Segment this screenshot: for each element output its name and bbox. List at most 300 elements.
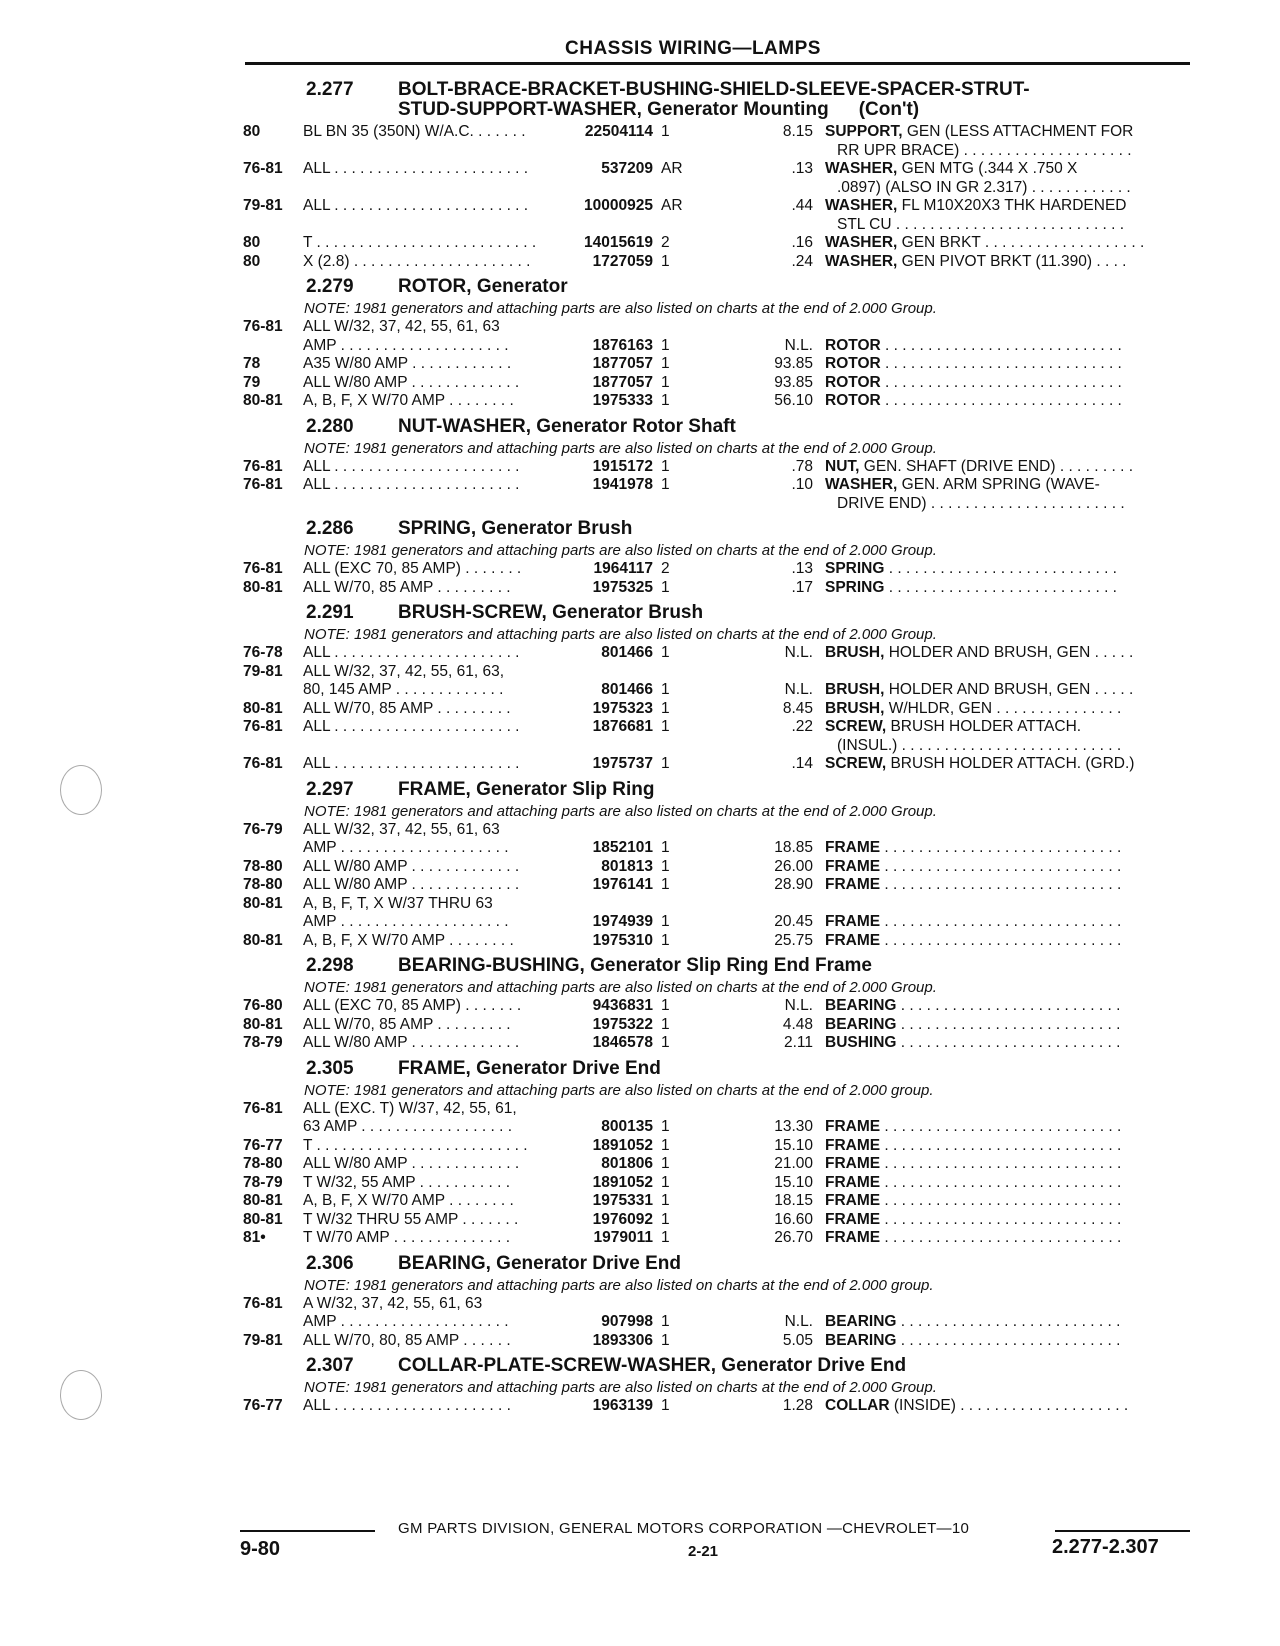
section-name-line: ROTOR, Generator [398,276,568,297]
price-cell: 28.90 [774,876,813,893]
part-description: . . . . . . . . . . . . . . . . . . . . . . . . . . [900,1015,1121,1033]
description-line [825,458,1193,477]
part-description: . . . . . . . . . . . . . . . . . . . . . . . . . . . . [884,1136,1122,1154]
year-cell: 79-81 [243,197,283,214]
section-name [398,1254,1193,1274]
part-description: . . . . . . . . . . . . . . . . . . . . . . . . . . . . [884,1229,1122,1246]
page-header: CHASSIS WIRING—LAMPS [565,38,821,59]
part-description: . . . . . . . . . . . . . . . . . . . . . . . . . . . . [884,1118,1122,1135]
description-line [825,355,1193,374]
section-number: 2.297 [306,778,354,800]
part-name: BEARING [825,1313,897,1330]
model-cell: ALL . . . . . . . . . . . . . . . . . . . . . . [303,644,520,661]
year-cell: 76-81 [243,718,283,735]
part-description: . . . . . . . . . . . . . . . . . . . . . . . . . . . . [884,1155,1122,1172]
year-cell: 76-77 [243,1397,283,1414]
quantity-cell: 1 [661,1331,670,1349]
price-cell: .44 [791,197,813,214]
part-name: WASHER, [825,252,898,270]
part-description: . . . . . . . . . . . . . . . . . . . . . . . . . . . . [884,876,1122,893]
year-cell: 80 [243,123,261,140]
footer-publisher: GM PARTS DIVISION, GENERAL MOTORS CORPORATION —CHEVROLET—10 [398,1520,970,1537]
year-cell: 78-79 [243,1173,283,1191]
description-line [825,644,1193,663]
price-cell: 2.11 [783,1034,813,1051]
table-row [243,1137,1193,1156]
quantity-cell: AR [661,160,683,177]
quantity-cell: 1 [661,1118,670,1135]
table-row [243,895,1193,914]
part-description: . . . . . . . . . . . . . . . . . . . . . . . . . . . . [884,857,1122,875]
model-cell: AMP . . . . . . . . . . . . . . . . . . . . [303,1313,509,1330]
part-name: FRAME [825,1192,881,1209]
part-name: FRAME [825,1173,881,1191]
description-cell [825,374,1193,393]
part-description: GEN BRKT . . . . . . . . . . . . . . . . . . . [901,234,1145,251]
description-cell [825,700,1193,719]
section-note: NOTE: 1981 generators and attaching parts are also listed on charts at the end of 2.000 Group. [304,542,937,559]
part-description-continued: RR UPR BRACE) . . . . . . . . . . . . . . . . . . . . [837,141,1132,159]
model-cell: ALL W/80 AMP . . . . . . . . . . . . . [303,373,520,391]
section [243,1356,1193,1416]
part-number-cell: 1975331 [592,1192,653,1209]
model-cell: T W/70 AMP . . . . . . . . . . . . . . [303,1229,511,1246]
part-description-continued: STL CU . . . . . . . . . . . . . . . . . . . . . . . . . . . [837,215,1125,233]
price-cell: 93.85 [774,355,813,372]
part-description: . . . . . . . . . . . . . . . . . . . . . . . . . . . . [884,1173,1122,1191]
price-cell: 16.60 [774,1210,813,1228]
model-cell: ALL W/32, 37, 42, 55, 61, 63 [303,820,500,838]
part-name: FRAME [825,1136,881,1154]
quantity-cell: 2 [661,560,670,577]
quantity-cell: 1 [661,336,670,354]
description-cell [825,253,1193,272]
price-cell: 56.10 [774,392,813,409]
price-cell: 1.28 [782,1397,813,1414]
quantity-cell: 1 [661,997,670,1014]
year-cell: 76-81 [243,457,283,475]
description-line [825,337,1193,356]
header-rule [245,62,1190,65]
price-cell: .24 [791,252,813,270]
part-number-cell: 1941978 [592,476,653,493]
part-number-cell: 22504114 [584,123,653,140]
part-number-cell: 1975325 [592,578,653,596]
year-cell: 76-79 [243,820,283,838]
description-line [825,1397,1193,1416]
description-cell [825,1192,1193,1211]
year-cell: 81• [243,1229,266,1246]
quantity-cell: 1 [661,681,670,698]
section-note: NOTE: 1981 generators and attaching parts are also listed on charts at the end of 2.000 Group. [304,626,937,643]
quantity-cell: 1 [661,1313,670,1330]
model-cell: 63 AMP . . . . . . . . . . . . . . . . . . [303,1118,513,1135]
quantity-cell: 1 [661,699,670,717]
table-row [243,1397,1193,1416]
table-row [243,1155,1193,1174]
table-row [243,644,1193,663]
description-line [825,681,1193,700]
price-cell: 8.45 [782,699,813,717]
section [243,603,1193,774]
table-row [243,718,1193,755]
table-row [243,1313,1193,1332]
table-row [243,318,1193,337]
description-line [825,160,1193,179]
part-number-cell: 1876163 [592,336,653,354]
price-cell: 26.00 [774,857,813,875]
part-description: HOLDER AND BRUSH, GEN . . . . . [888,681,1134,698]
description-cell [825,755,1193,774]
model-cell: X (2.8) . . . . . . . . . . . . . . . . . . . . . [303,252,531,270]
section-number: 2.305 [306,1057,354,1079]
part-number-cell: 1893306 [592,1331,653,1349]
quantity-cell: 1 [661,857,670,875]
footer-date: 9-80 [240,1538,281,1560]
part-description: . . . . . . . . . . . . . . . . . . . . . . . . . . . . [884,931,1122,949]
quantity-cell: 1 [661,1397,670,1414]
section-name-line: NUT-WASHER, Generator Rotor Shaft [398,415,736,437]
table-row [243,1295,1193,1314]
price-cell: .16 [791,234,813,251]
section-name-line: COLLAR-PLATE-SCREW-WASHER, Generator Drive End [398,1355,907,1376]
description-cell [825,1118,1193,1137]
price-cell: .22 [791,718,813,735]
table-row [243,1332,1193,1351]
year-cell: 80-81 [243,931,283,949]
table-row [243,663,1193,682]
part-number-cell: 1975323 [592,699,653,717]
footer-rule-left [240,1530,375,1532]
section-title [243,417,1193,437]
section-title [243,277,1193,297]
quantity-cell: 1 [661,1136,670,1154]
part-name: FRAME [825,931,881,949]
description-line [825,1155,1193,1174]
table-row [243,1034,1193,1053]
part-description: . . . . . . . . . . . . . . . . . . . . . . . . . . . [888,560,1117,577]
section-name-line: FRAME, Generator Drive End [398,1057,661,1079]
model-cell: ALL (EXC 70, 85 AMP) . . . . . . . [303,560,522,577]
year-cell: 80 [243,252,261,270]
section-number: 2.307 [306,1355,354,1376]
description-cell [825,197,1193,234]
quantity-cell: 1 [661,1192,670,1209]
section [243,277,1193,411]
price-cell: N.L. [784,1313,813,1330]
year-cell: 80-81 [243,894,283,912]
table-row [243,579,1193,598]
description-cell [825,160,1193,197]
description-cell [825,1332,1193,1351]
description-cell [825,476,1193,513]
section [243,80,1193,271]
part-description-continued: (INSUL.) . . . . . . . . . . . . . . . . . . . . . . . . . . [837,736,1122,754]
year-cell: 76-80 [243,997,283,1014]
quantity-cell: 1 [661,913,670,930]
table-row [243,997,1193,1016]
quantity-cell: 1 [661,123,670,140]
price-cell: 21.00 [774,1155,813,1172]
year-cell: 78 [243,355,261,372]
model-cell: A, B, F, T, X W/37 THRU 63 [303,894,493,912]
model-cell: ALL W/70, 80, 85 AMP . . . . . . [303,1331,511,1349]
part-number-cell: 1915172 [592,457,653,475]
section-number: 2.298 [306,955,354,976]
model-cell: ALL . . . . . . . . . . . . . . . . . . . . . . . [303,160,529,177]
model-cell: ALL W/80 AMP . . . . . . . . . . . . . [303,1155,520,1172]
quantity-cell: 1 [661,1210,670,1228]
model-cell: A, B, F, X W/70 AMP . . . . . . . . [303,1192,514,1209]
section-note: NOTE: 1981 generators and attaching parts are also listed on charts at the end of 2.000 Group. [304,300,937,317]
section-note: NOTE: 1981 generators and attaching parts are also listed on charts at the end of 2.000 Group. [304,1379,937,1396]
part-number-cell: 1975333 [592,392,653,409]
section-note: NOTE: 1981 generators and attaching parts are also listed on charts at the end of 2.000 group. [304,1276,934,1294]
model-cell: BL BN 35 (350N) W/A.C. . . . . . . [303,123,526,140]
price-cell: .14 [791,755,813,772]
table-row [243,160,1193,197]
section [243,417,1193,514]
description-line [825,718,1193,737]
quantity-cell: 1 [661,392,670,409]
section-number: 2.280 [306,415,354,437]
section-name-line: BEARING-BUSHING, Generator Slip Ring End Frame [398,955,872,976]
section-name-line [398,100,1193,120]
year-cell: 76-78 [243,644,283,661]
section-number: 2.291 [306,602,354,623]
description-cell [825,355,1193,374]
section [243,1254,1193,1351]
description-cell [825,1313,1193,1332]
section-name-text: STUD-SUPPORT-WASHER, Generator Mounting [398,99,829,120]
description-line [825,1313,1193,1332]
section-name-line: FRAME, Generator Slip Ring [398,778,655,800]
part-name: SUPPORT, [825,123,903,140]
year-cell: 78-80 [243,857,283,875]
part-number-cell: 1852101 [592,839,653,856]
description-cell [825,876,1193,895]
quantity-cell: 1 [661,1173,670,1191]
description-cell [825,1229,1193,1248]
description-line [825,1192,1193,1211]
year-cell: 80-81 [243,699,283,717]
part-description-continued: DRIVE END) . . . . . . . . . . . . . . . . . . . . . . . [837,494,1125,512]
year-cell: 78-80 [243,876,283,893]
description-cell [825,1137,1193,1156]
year-cell: 76-81 [243,1294,283,1312]
part-description: . . . . . . . . . . . . . . . . . . . . . . . . . . [900,1313,1121,1330]
section-title [243,956,1193,976]
section-title [243,519,1193,539]
description-line [825,858,1193,877]
part-description: FL M10X20X3 THK HARDENED [901,197,1127,214]
price-cell: .17 [791,578,813,596]
part-number-cell: 10000925 [584,197,653,214]
year-cell: 79-81 [243,662,283,680]
section-note: NOTE: 1981 generators and attaching parts are also listed on charts at the end of 2.000 Group. [304,802,937,820]
price-cell: N.L. [784,644,813,661]
year-cell: 76-77 [243,1136,283,1154]
part-number-cell: 1727059 [592,252,653,270]
part-number-cell: 1963139 [592,1397,653,1414]
part-description: . . . . . . . . . . . . . . . . . . . . . . . . . . [900,1034,1121,1051]
price-cell: .10 [791,476,813,493]
section-note: NOTE: 1981 generators and attaching parts are also listed on charts at the end of 2.000 group. [304,1081,934,1099]
model-cell: ALL W/80 AMP . . . . . . . . . . . . . [303,857,520,875]
part-description: . . . . . . . . . . . . . . . . . . . . . . . . . . . . [885,373,1122,391]
year-cell: 79-81 [243,1331,283,1349]
price-cell: 5.05 [782,1331,813,1349]
description-line [825,839,1193,858]
price-cell: 25.75 [774,931,813,949]
model-cell: T W/32 THRU 55 AMP . . . . . . . [303,1210,519,1228]
model-cell: ALL W/80 AMP . . . . . . . . . . . . . [303,1034,520,1051]
year-cell: 80 [243,234,261,251]
part-name: SCREW, [825,718,887,735]
part-name: BRUSH, [825,681,885,698]
table-row [243,355,1193,374]
description-line [825,1034,1193,1053]
table-row [243,392,1193,411]
price-cell: 18.15 [774,1192,813,1209]
part-name: BEARING [825,997,897,1014]
section-name [398,780,1193,800]
table-row [243,932,1193,951]
description-line [825,1229,1193,1248]
price-cell: 18.85 [774,839,813,856]
year-cell: 80-81 [243,1015,283,1033]
part-number-cell: 1975310 [592,931,653,949]
year-cell: 78-79 [243,1034,283,1051]
part-name: BEARING [825,1331,897,1349]
table-row [243,876,1193,895]
quantity-cell: 1 [661,1155,670,1172]
model-cell: A35 W/80 AMP . . . . . . . . . . . . [303,355,512,372]
table-row [243,1174,1193,1193]
part-description: . . . . . . . . . . . . . . . . . . . . . . . . . . . . [884,913,1122,930]
price-cell: N.L. [784,997,813,1014]
section-number: 2.277 [306,79,354,100]
table-row [243,913,1193,932]
section [243,780,1193,951]
table-row [243,234,1193,253]
description-line [825,123,1193,142]
model-cell: ALL W/70, 85 AMP . . . . . . . . . [303,1015,511,1033]
part-name: NUT, [825,457,860,475]
description-cell [825,997,1193,1016]
part-number-cell: 801466 [601,681,653,698]
part-number-cell: 800135 [601,1118,653,1135]
part-name: WASHER, [825,476,898,493]
description-line [825,997,1193,1016]
part-name: SCREW, [825,755,887,772]
table-row [243,560,1193,579]
section-title [243,80,1193,120]
year-cell: 78-80 [243,1155,283,1172]
part-description: GEN MTG (.344 X .750 X [901,160,1078,177]
model-cell: AMP . . . . . . . . . . . . . . . . . . . . [303,336,509,354]
description-cell [825,858,1193,877]
model-cell: ALL (EXC. T) W/37, 42, 55, 61, [303,1099,517,1117]
price-cell: .78 [791,457,813,475]
part-name: SPRING [825,578,885,596]
part-description: BRUSH HOLDER ATTACH. [890,718,1082,735]
description-cell [825,932,1193,951]
part-name: FRAME [825,1155,881,1172]
description-line [825,1137,1193,1156]
table-row [243,755,1193,774]
section-note: NOTE: 1981 generators and attaching parts are also listed on charts at the end of 2.000 Group. [304,979,937,996]
table-row [243,458,1193,477]
model-cell: A, B, F, X W/70 AMP . . . . . . . . [303,392,514,409]
year-cell: 76-81 [243,1099,283,1117]
description-cell [825,1155,1193,1174]
section-title [243,1356,1193,1376]
part-name: ROTOR [825,373,881,391]
part-number-cell: 1975737 [592,755,653,772]
part-name: FRAME [825,839,881,856]
price-cell: 4.48 [782,1015,813,1033]
part-description: BRUSH HOLDER ATTACH. (GRD.) [890,755,1135,772]
price-cell: .13 [791,560,813,577]
quantity-cell: 2 [661,234,670,251]
part-name: WASHER, [825,160,898,177]
part-description: HOLDER AND BRUSH, GEN . . . . . [888,644,1134,661]
description-cell [825,1034,1193,1053]
part-description: . . . . . . . . . . . . . . . . . . . . . . . . . . . . [885,355,1122,372]
model-cell: ALL . . . . . . . . . . . . . . . . . . . . . . . [303,197,529,214]
section-number: 2.306 [306,1252,354,1274]
part-name: BRUSH, [825,699,885,717]
part-description: . . . . . . . . . . . . . . . . . . . . . . . . . . [900,997,1121,1014]
section-name [398,956,1193,976]
description-line [825,755,1193,774]
description-cell [825,123,1193,160]
model-cell: ALL W/70, 85 AMP . . . . . . . . . [303,578,511,596]
part-number-cell: 1877057 [592,373,653,391]
section-name [398,80,1193,120]
description-line [825,560,1193,579]
part-name: SPRING [825,560,885,577]
description-line [825,476,1193,495]
description-cell [825,681,1193,700]
description-line [825,876,1193,895]
part-name: FRAME [825,1210,881,1228]
description-line [825,1174,1193,1193]
table-row [243,681,1193,700]
parts-list [243,74,1193,1416]
description-cell [825,392,1193,411]
part-name: FRAME [825,1229,881,1246]
model-cell: ALL . . . . . . . . . . . . . . . . . . . . . . [303,476,520,493]
punch-hole-mark [60,765,102,815]
table-row [243,123,1193,160]
price-cell: N.L. [784,336,813,354]
description-cell [825,718,1193,755]
model-cell: AMP . . . . . . . . . . . . . . . . . . . . [303,839,509,856]
part-number-cell: 801813 [601,857,653,875]
description-cell [825,913,1193,932]
part-description: . . . . . . . . . . . . . . . . . . . . . . . . . . . [888,578,1117,596]
description-line [825,932,1193,951]
model-cell: ALL . . . . . . . . . . . . . . . . . . . . . . [303,718,520,735]
table-row [243,337,1193,356]
part-name: BEARING [825,1015,897,1033]
model-cell: ALL (EXC 70, 85 AMP) . . . . . . . [303,997,522,1014]
table-row [243,197,1193,234]
price-cell: .13 [791,160,813,177]
model-cell: T . . . . . . . . . . . . . . . . . . . . . . . . . . [303,234,537,251]
